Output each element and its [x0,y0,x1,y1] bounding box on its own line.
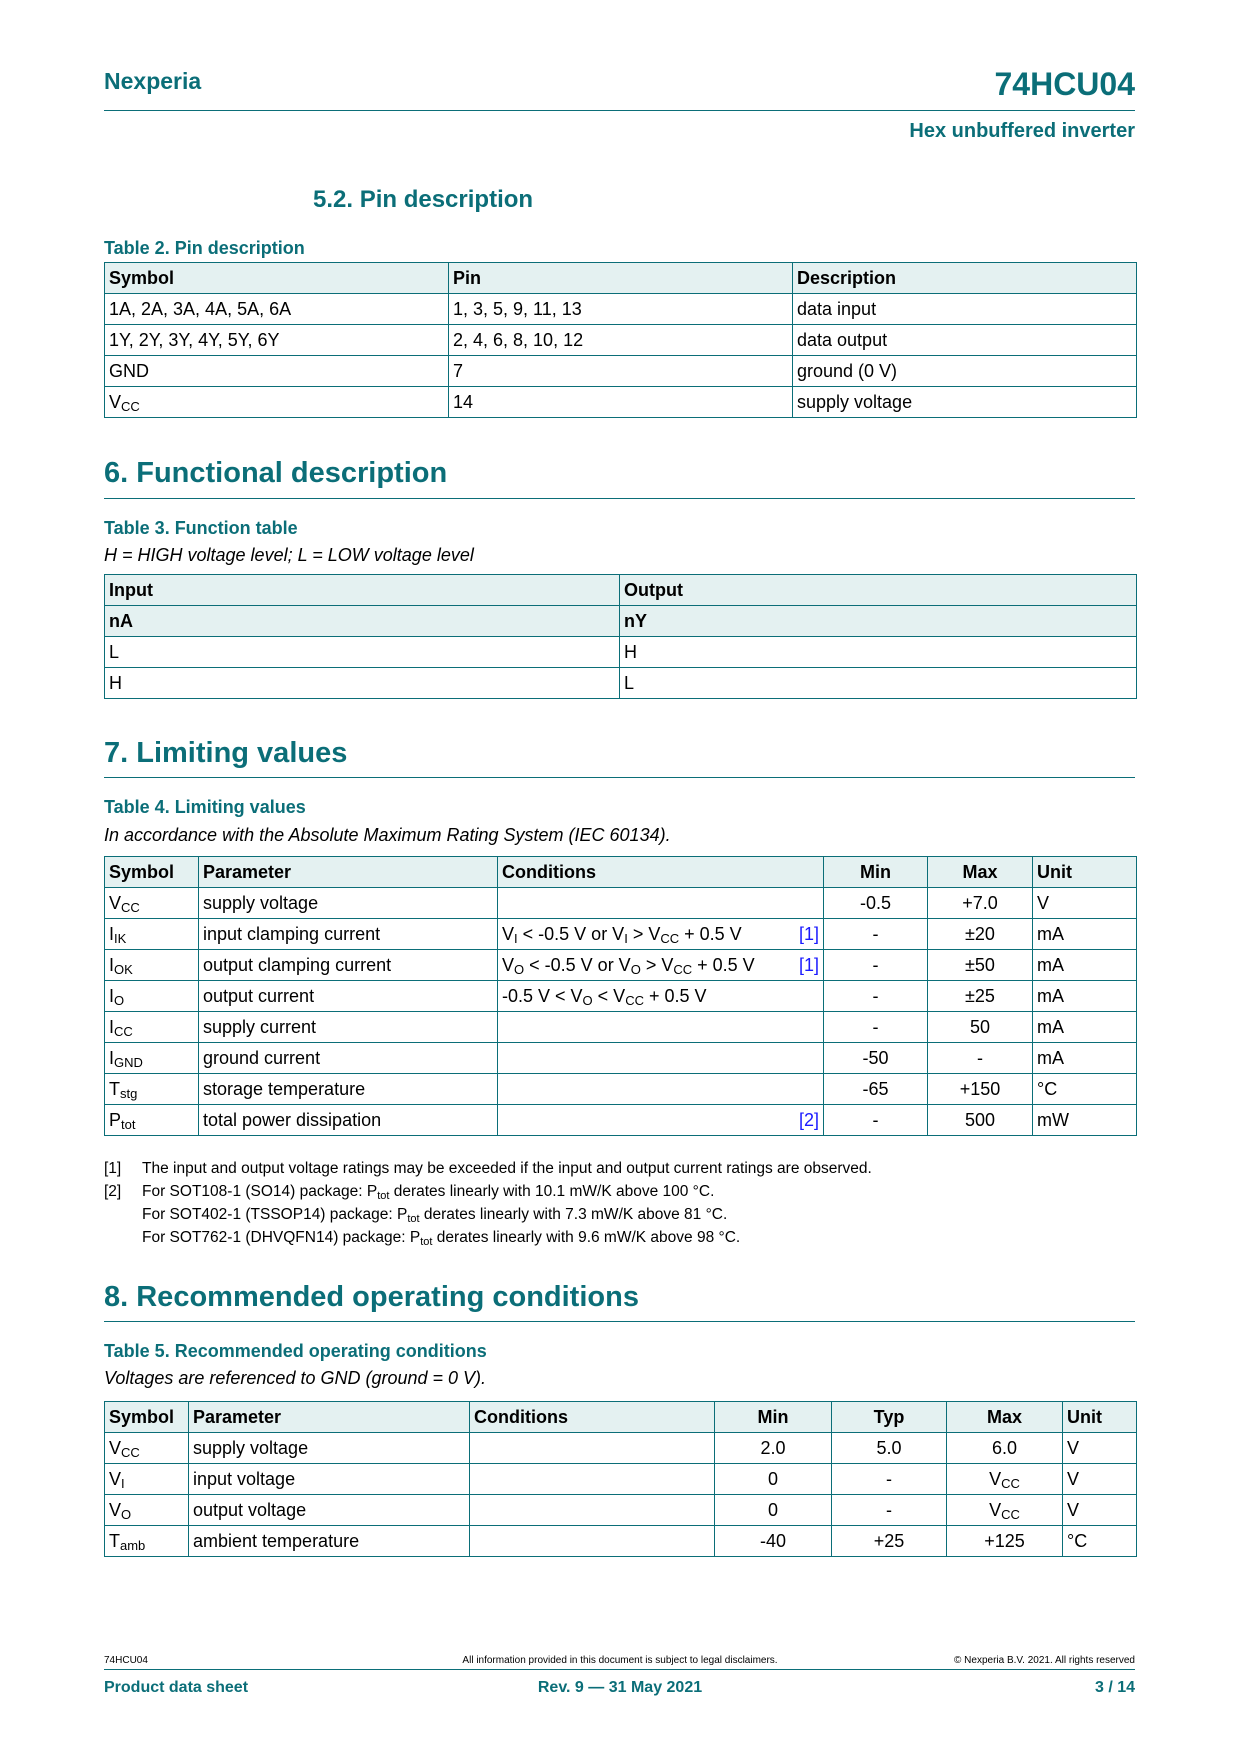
group-header: Output [620,575,1137,606]
typ-cell: - [832,1495,947,1526]
footnote-continuation [104,1203,872,1226]
symbol-cell: $I_O$ [105,981,199,1012]
max-cell: ±20 [928,919,1033,950]
subsection-heading-pin-description: 5.2. Pin description [313,186,534,213]
footnote-text: For SOT402-1 (TSSOP14) package: $P_{tot}$ derates linearly with 7.3 mW/K above 81 °C. [142,1206,728,1225]
output-cell: L [620,668,1137,699]
column-header: Symbol [105,263,449,294]
column-header: Symbol [105,857,199,888]
symbol-cell: $I_{CC}$ [105,1012,199,1043]
footnote-key: [1] [104,1160,122,1177]
section-divider [104,498,1135,499]
parameter-cell: supply voltage [199,888,498,919]
parameter-cell: storage temperature [199,1074,498,1105]
column-header: Conditions [470,1402,715,1433]
section-divider [104,1321,1135,1322]
table-row [105,888,1137,919]
parameter-cell: output voltage [189,1495,470,1526]
footnote-ref-link[interactable]: [1] [798,924,819,944]
symbol-cell: $P_{tot}$ [105,1105,199,1136]
table-row [105,325,1137,356]
group-header: Input [105,575,620,606]
section-heading-functional-description: 6. Functional description [104,457,448,489]
footnotes [104,1157,872,1249]
min-cell: -65 [824,1074,928,1105]
max-cell: 50 [928,1012,1033,1043]
max-cell: $V_{CC}$ [947,1464,1063,1495]
footer-revision: Rev. 9 — 31 May 2021 [537,1679,703,1696]
table-4-title: Table 4. Limiting values [104,797,306,817]
symbol-cell: $V_{CC}$ [105,888,199,919]
table-3-note: H = HIGH voltage level; L = LOW voltage level [104,545,474,565]
column-header: Typ [832,1402,947,1433]
column-header: Max [947,1402,1063,1433]
min-cell: - [824,950,928,981]
unit-cell: V [1063,1495,1137,1526]
header-divider [104,110,1135,111]
parameter-cell: input voltage [189,1464,470,1495]
table-header-row [105,606,1137,637]
column-header: Parameter [199,857,498,888]
min-cell: -40 [715,1526,832,1557]
footnote-key: [2] [104,1183,122,1200]
unit-cell: mA [1033,1012,1137,1043]
footer-disclaimer: All information provided in this document is subject to legal disclaimers. [462,1655,778,1666]
conditions-cell [498,1105,824,1136]
conditions-cell [498,1074,824,1105]
unit-cell: °C [1033,1074,1137,1105]
unit-cell: mW [1033,1105,1137,1136]
parameter-cell: supply voltage [189,1433,470,1464]
conditions-cell [470,1464,715,1495]
table-header-row [105,263,1137,294]
table-row [105,981,1137,1012]
table-row [105,1464,1137,1495]
table-row [105,1074,1137,1105]
typ-cell: 5.0 [832,1433,947,1464]
min-cell: 0 [715,1495,832,1526]
footnote-text: For SOT108-1 (SO14) package: $P_{tot}$ derates linearly with 10.1 mW/K above 100 °C. [142,1183,715,1202]
table-header-row [105,857,1137,888]
description-cell: ground (0 V) [793,356,1137,387]
column-header: Pin [449,263,793,294]
table-row [105,356,1137,387]
description-cell: data input [793,294,1137,325]
column-header: Min [824,857,928,888]
footer-divider [104,1669,1135,1670]
table-row [105,950,1137,981]
table-group-header-row [105,575,1137,606]
limiting-values-table [104,856,1137,1136]
conditions-cell: $V_O < -0.5$ V or $V_O > V_{CC} + 0.5$ V [1] [498,950,824,981]
footer-page-number: 3 / 14 [1094,1679,1135,1696]
parameter-cell: total power dissipation [199,1105,498,1136]
pin-cell: 7 [449,356,793,387]
pin-cell: 1, 3, 5, 9, 11, 13 [449,294,793,325]
table-row [105,1012,1137,1043]
max-cell: ±50 [928,950,1033,981]
min-cell: -50 [824,1043,928,1074]
function-table [104,574,1137,699]
symbol-cell: 1A, 2A, 3A, 4A, 5A, 6A [105,294,449,325]
min-cell: - [824,1012,928,1043]
column-header: Conditions [498,857,824,888]
table-3-title: Table 3. Function table [104,518,298,538]
conditions-cell [470,1495,715,1526]
max-cell: 6.0 [947,1433,1063,1464]
typ-cell: +25 [832,1526,947,1557]
min-cell: - [824,919,928,950]
part-subtitle: Hex unbuffered inverter [909,120,1135,142]
conditions-cell: -0.5 $V < V_O < V_{CC} + 0.5$ V [498,981,824,1012]
min-cell: 2.0 [715,1433,832,1464]
unit-cell: mA [1033,1043,1137,1074]
max-cell: $V_{CC}$ [947,1495,1063,1526]
table-row [105,919,1137,950]
unit-cell: V [1063,1464,1137,1495]
table-2-title: Table 2. Pin description [104,238,305,258]
symbol-cell: $V_{CC}$ [105,1433,189,1464]
conditions-cell [498,1012,824,1043]
symbol-cell: $I_{GND}$ [105,1043,199,1074]
recommended-operating-conditions-table [104,1401,1137,1557]
symbol-cell: GND [105,356,449,387]
table-5-note: Voltages are referenced to GND (ground = 0 V). [104,1368,487,1388]
pin-description-table [104,262,1137,418]
symbol-cell: $I_{IK}$ [105,919,199,950]
footnote-text: For SOT762-1 (DHVQFN14) package: $P_{tot}$ derates linearly with 9.6 mW/K above 98 °C. [142,1229,741,1248]
table-row [105,294,1137,325]
unit-cell: mA [1033,981,1137,1012]
footer-doc-type: Product data sheet [104,1679,249,1696]
parameter-cell: output current [199,981,498,1012]
min-cell: - [824,1105,928,1136]
min-cell: 0 [715,1464,832,1495]
parameter-cell: ground current [199,1043,498,1074]
unit-cell: mA [1033,950,1137,981]
column-header: Description [793,263,1137,294]
symbol-cell: $T_{stg}$ [105,1074,199,1105]
output-cell: H [620,637,1137,668]
description-cell: data output [793,325,1137,356]
footnote-ref-link[interactable]: [1] [798,955,819,975]
footnote [104,1180,872,1203]
column-header: Parameter [189,1402,470,1433]
column-header: nA [105,606,620,637]
table-row [105,1495,1137,1526]
parameter-cell: input clamping current [199,919,498,950]
typ-cell: - [832,1464,947,1495]
table-row [105,1433,1137,1464]
parameter-cell: output clamping current [199,950,498,981]
input-cell: H [105,668,620,699]
unit-cell: °C [1063,1526,1137,1557]
unit-cell: V [1033,888,1137,919]
table-4-note: In accordance with the Absolute Maximum Rating System (IEC 60134). [104,825,671,845]
max-cell: +7.0 [928,888,1033,919]
max-cell: - [928,1043,1033,1074]
max-cell: +150 [928,1074,1033,1105]
symbol-cell: $V_I$ [105,1464,189,1495]
footer-part-number: 74HCU04 [104,1655,148,1666]
table-row [105,1043,1137,1074]
brand-name: Nexperia [104,68,202,94]
column-header: Max [928,857,1033,888]
footnote-text: The input and output voltage ratings may be exceeded if the input and output current ratings are observed. [142,1160,872,1177]
section-heading-limiting-values: 7. Limiting values [104,737,348,769]
symbol-cell: 1Y, 2Y, 3Y, 4Y, 5Y, 6Y [105,325,449,356]
symbol-cell: $T_{amb}$ [105,1526,189,1557]
footnote-ref-link[interactable]: [2] [798,1110,819,1130]
description-cell: supply voltage [793,387,1137,418]
column-header: Min [715,1402,832,1433]
min-cell: - [824,981,928,1012]
pin-cell: 2, 4, 6, 8, 10, 12 [449,325,793,356]
input-cell: L [105,637,620,668]
column-header: Symbol [105,1402,189,1433]
conditions-cell [470,1526,715,1557]
column-header: Unit [1063,1402,1137,1433]
table-row [105,668,1137,699]
unit-cell: mA [1033,919,1137,950]
max-cell: ±25 [928,981,1033,1012]
max-cell: +125 [947,1526,1063,1557]
table-row [105,637,1137,668]
max-cell: 500 [928,1105,1033,1136]
footnote [104,1157,872,1180]
column-header: nY [620,606,1137,637]
symbol-cell: $V_O$ [105,1495,189,1526]
column-header: Unit [1033,857,1137,888]
parameter-cell: supply current [199,1012,498,1043]
unit-cell: V [1063,1433,1137,1464]
table-row [105,1526,1137,1557]
table-row [105,387,1137,418]
table-header-row [105,1402,1137,1433]
part-number: 74HCU04 [994,66,1135,102]
section-heading-recommended-operating-conditions: 8. Recommended operating conditions [104,1281,639,1313]
conditions-cell [498,888,824,919]
parameter-cell: ambient temperature [189,1526,470,1557]
pin-cell: 14 [449,387,793,418]
table-5-title: Table 5. Recommended operating conditions [104,1341,487,1361]
conditions-cell [498,1043,824,1074]
symbol-cell: $I_{OK}$ [105,950,199,981]
conditions-cell [470,1433,715,1464]
conditions-cell: $V_I < -0.5$ V or $V_I > V_{CC} + 0.5$ V [1] [498,919,824,950]
min-cell: -0.5 [824,888,928,919]
footnote-continuation [104,1226,872,1249]
footer-copyright: © Nexperia B.V. 2021. All rights reserved [954,1655,1135,1666]
table-row [105,1105,1137,1136]
symbol-cell: $V_{CC}$ [105,387,449,418]
section-divider [104,777,1135,778]
